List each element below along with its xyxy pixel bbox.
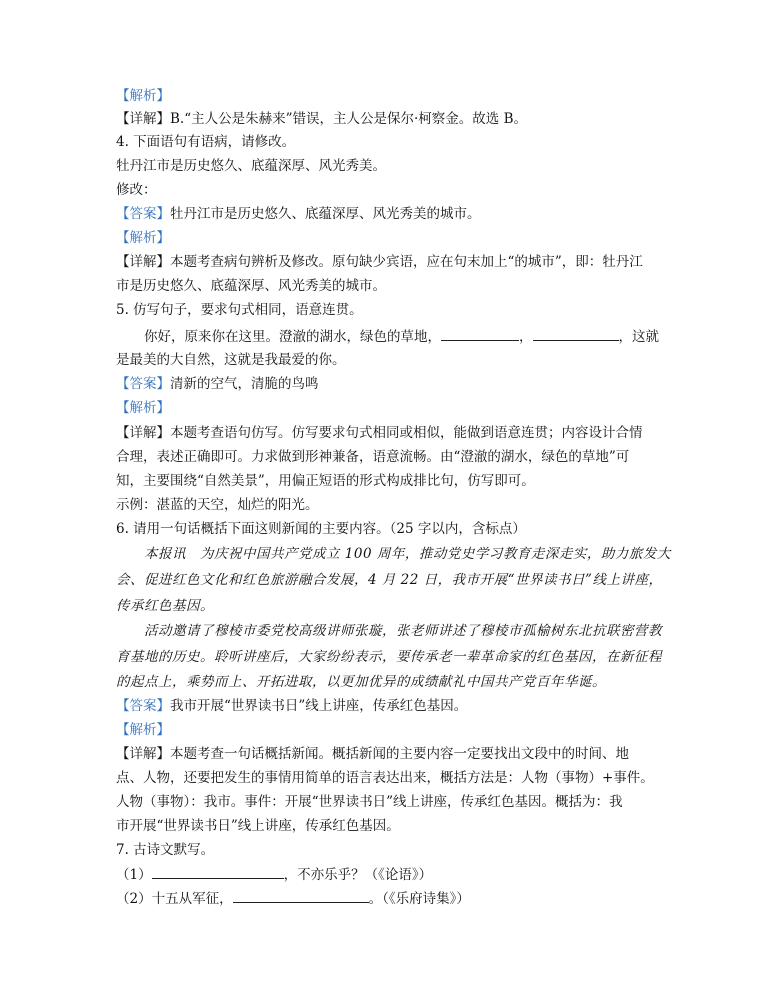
analysis-tag-q6: 【解析】 (116, 722, 170, 738)
answer-blank-1 (441, 326, 519, 341)
analysis-tag-1: 【解析】 (116, 88, 170, 104)
question-5-text-line1: 你好，原来你在这里。澄澈的湖水，绿色的草地， ， ，这就 (144, 326, 659, 347)
detail-q6-line2: 点、人物，还要把发生的事情用简单的语言表达出来，概括方法是：人物（事物）+事件。 (116, 770, 654, 786)
answer-q5: 【答案】清新的空气，清脆的鸟鸣 (116, 376, 319, 392)
news-line3: 传承红色基因。 (116, 598, 214, 614)
detail-q6-line1: 【详解】本题考查一句话概括新闻。概括新闻的主要内容一定要找出文段中的时间、地 (116, 746, 629, 762)
question-5-text-line2: 是最美的大自然，这就是我最爱的你。 (116, 352, 346, 368)
detail-q4-line1: 【详解】本题考查病句辨析及修改。原句缺少宾语，应在句末加上“的城市”，即：牡丹江 (116, 254, 643, 270)
answer-q6: 【答案】我市开展“世界读书日”线上讲座，传承红色基因。 (116, 698, 468, 714)
news-line4: 活动邀请了穆棱市委党校高级讲师张璇，张老师讲述了穆棱市孤榆树东北抗联密营教 (144, 623, 662, 639)
question-7-item-1: （1） ，不亦乐乎？（《论语》） (116, 864, 432, 885)
detail-paragraph-q3: 【详解】B.“主人公是朱赫来”错误，主人公是保尔·柯察金。故选 B。 (116, 111, 528, 127)
detail-tag: 【详解】 (116, 111, 170, 127)
answer-tag: 【答案】 (116, 206, 170, 222)
detail-q5-line2: 合理，表述正确即可。力求做到形神兼备，语意流畅。由“澄澈的湖水，绿色的草地”可 (116, 449, 630, 465)
question-7-item-2: （2）十五从军征， 。（《乐府诗集》） (116, 888, 470, 909)
detail-q5-line1: 【详解】本题考查语句仿写。仿写要求句式相同或相似，能做到语意连贯；内容设计合情 (116, 425, 643, 441)
answer-blank-2 (533, 326, 619, 341)
detail-q6-line4: 市开展“世界读书日”线上讲座，传承红色基因。 (116, 818, 400, 834)
analysis-tag-q4: 【解析】 (116, 230, 170, 246)
detail-q5-example: 示例：湛蓝的天空，灿烂的阳光。 (116, 497, 319, 513)
question-4-title: 4. 下面语句有语病，请修改。 (116, 134, 296, 150)
news-line2: 会、促进红色文化和红色旅游融合发展，4 月 22 日，我市开展“世界读书日”线上讲座， (116, 572, 663, 588)
question-5-title: 5. 仿写句子，要求句式相同，语意连贯。 (116, 302, 363, 318)
question-7-title: 7. 古诗文默写。 (116, 842, 215, 858)
news-line6: 的起点上，乘势而上、开拓进取，以更加优异的成绩献礼中国共产党百年华诞。 (116, 674, 606, 690)
detail-q6-line3: 人物（事物）：我市。事件：开展“世界读书日”线上讲座，传承红色基因。概括为：我 (116, 794, 623, 810)
detail-q5-line3: 知，主要围绕“自然美景”，用偏正短语的形式构成排比句，仿写即可。 (116, 473, 535, 489)
answer-q4: 【答案】牡丹江市是历史悠久、底蕴深厚、风光秀美的城市。 (116, 206, 481, 222)
answer-blank-4 (233, 888, 369, 903)
question-6-title: 6. 请用一句话概括下面这则新闻的主要内容。（25 字以内，含标点） (116, 521, 526, 537)
news-line1: 本报讯 为庆祝中国共产党成立 100 周年，推动党史学习教育走深走实，助力旅发大 (144, 546, 671, 562)
analysis-tag-q5: 【解析】 (116, 400, 170, 416)
answer-blank-3 (152, 864, 284, 879)
question-4-sentence: 牡丹江市是历史悠久、底蕴深厚、风光秀美。 (116, 158, 386, 174)
detail-q4-line2: 市是历史悠久、底蕴深厚、风光秀美的城市。 (116, 278, 386, 294)
question-4-fix-label: 修改： (116, 182, 157, 198)
news-line5: 育基地的历史。聆听讲座后，大家纷纷表示，要传承老一辈革命家的红色基因，在新征程 (116, 649, 662, 665)
